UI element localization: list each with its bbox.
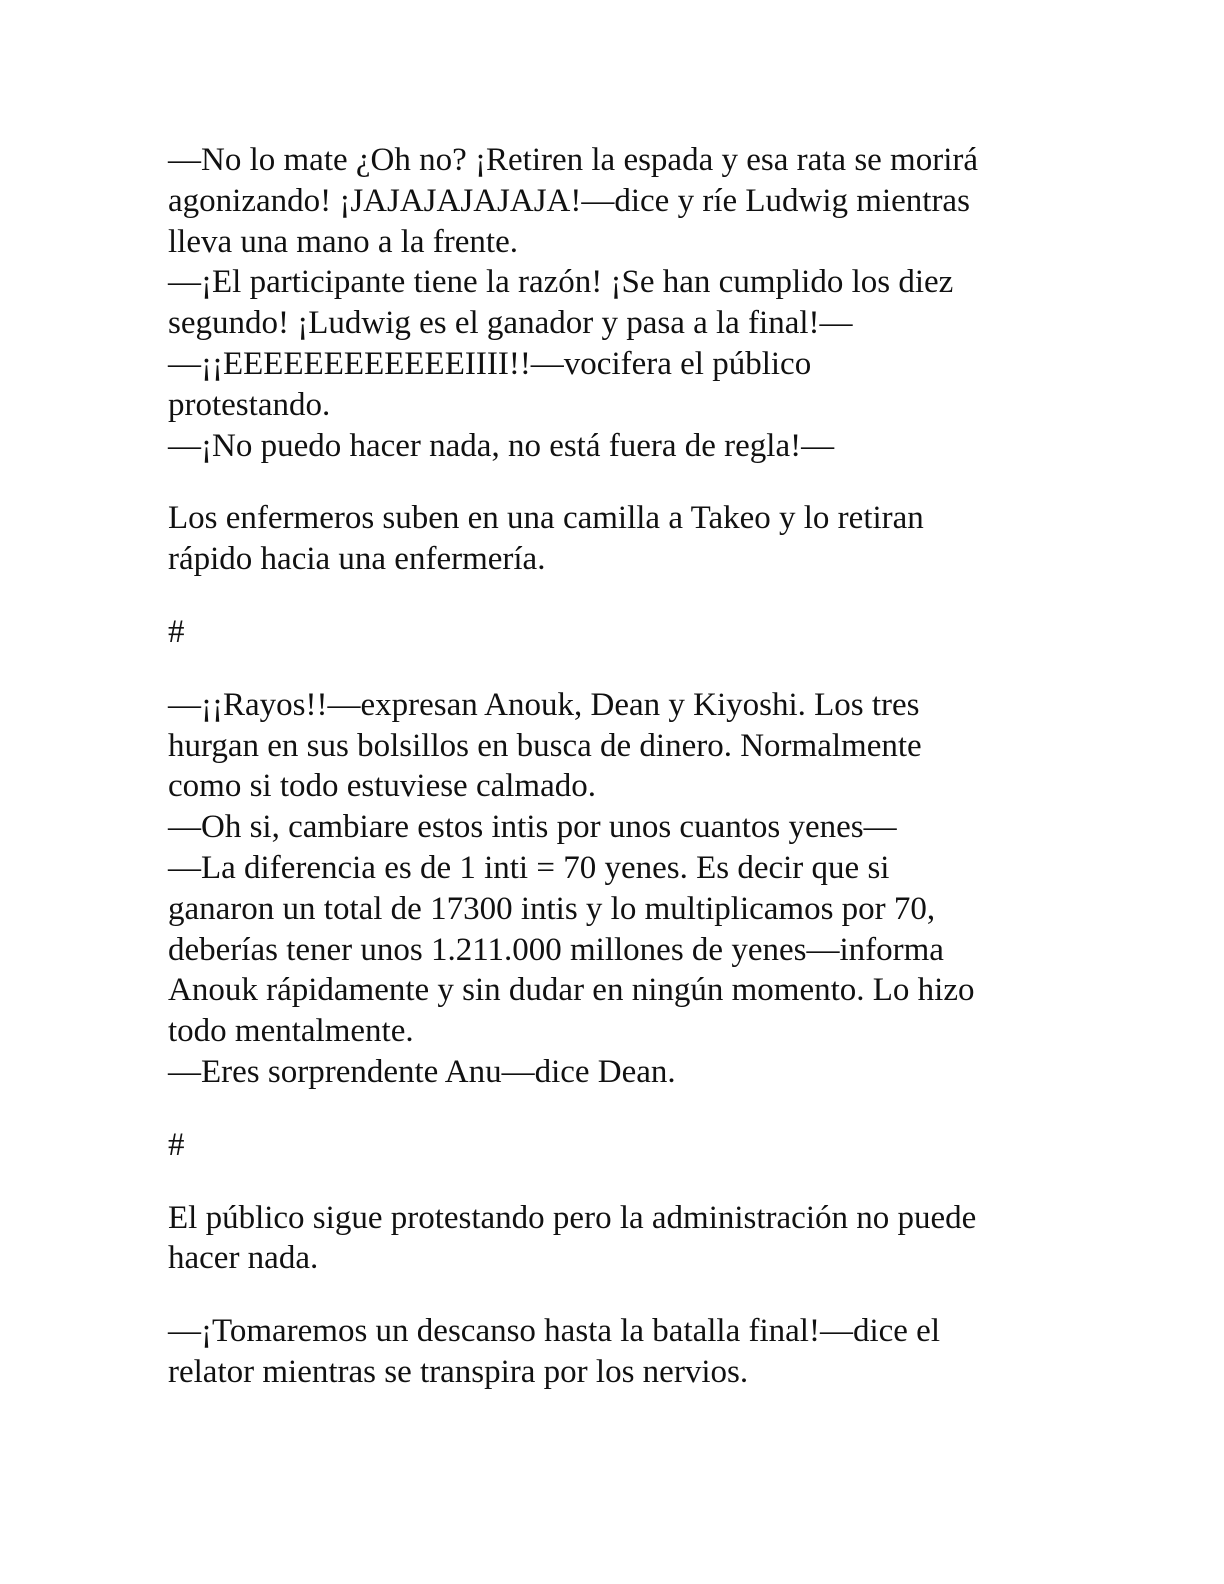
paragraph-enfermeros	[168, 498, 1068, 580]
text-line: —Eres sorprendente Anu—dice Dean.	[168, 1053, 676, 1090]
paragraph-gap	[168, 466, 1068, 498]
text-line: —¡¡EEEEEEEEEEEEIIII!!—vocifera el público	[168, 345, 812, 382]
text-line: —¡¡Rayos!!—expresan Anouk, Dean y Kiyoshi. Los tres	[168, 686, 920, 723]
text-line: protestando.	[168, 386, 331, 423]
text-line: —Oh si, cambiare estos intis por unos cuantos yenes—	[168, 809, 897, 846]
scene-break-mark: #	[168, 613, 185, 650]
text-line: —¡No puedo hacer nada, no está fuera de regla!—	[168, 427, 835, 464]
paragraph-gap	[168, 1093, 1068, 1125]
text-line: Anouk rápidamente y sin dudar en ningún momento. Lo hizo	[168, 972, 975, 1009]
text-line: ganaron un total de 17300 intis y lo multiplicamos por 70,	[168, 890, 936, 927]
text-line: deberías tener unos 1.211.000 millones de yenes—informa	[168, 931, 944, 968]
text-line: lleva una mano a la frente.	[168, 223, 518, 260]
paragraph-dialogue-anouk	[168, 685, 1068, 1093]
document-page	[168, 140, 1068, 1393]
text-line: El público sigue protestando pero la administración no puede	[168, 1199, 977, 1236]
text-line: —¡El participante tiene la razón! ¡Se han cumplido los diez	[168, 264, 954, 301]
text-line: segundo! ¡Ludwig es el ganador y pasa a la final!—	[168, 305, 853, 342]
text-line: hacer nada.	[168, 1240, 319, 1277]
text-line: hurgan en sus bolsillos en busca de dinero. Normalmente	[168, 727, 922, 764]
text-line: Los enfermeros suben en una camilla a Takeo y lo retiran	[168, 500, 924, 537]
text-line: —¡Tomaremos un descanso hasta la batalla final!—dice el	[168, 1313, 940, 1350]
paragraph-gap	[168, 653, 1068, 685]
paragraph-publico	[168, 1198, 1068, 1280]
scene-break	[168, 1125, 1068, 1166]
scene-break	[168, 612, 1068, 653]
text-line: relator mientras se transpira por los nervios.	[168, 1353, 749, 1390]
paragraph-gap	[168, 1166, 1068, 1198]
text-line: —No lo mate ¿Oh no? ¡Retiren la espada y esa rata se morirá	[168, 142, 979, 178]
text-line: todo mentalmente.	[168, 1013, 414, 1050]
scene-break-mark: #	[168, 1126, 185, 1163]
text-line: como si todo estuviese calmado.	[168, 768, 596, 805]
paragraph-gap	[168, 1279, 1068, 1311]
text-line: rápido hacia una enfermería.	[168, 541, 546, 578]
paragraph-relator	[168, 1311, 1068, 1393]
text-line: agonizando! ¡JAJAJAJAJAJA!—dice y ríe Ludwig mientras	[168, 182, 970, 219]
paragraph-dialogue-ludwig	[168, 140, 1068, 466]
paragraph-gap	[168, 580, 1068, 612]
text-line: —La diferencia es de 1 inti = 70 yenes. Es decir que si	[168, 849, 890, 886]
